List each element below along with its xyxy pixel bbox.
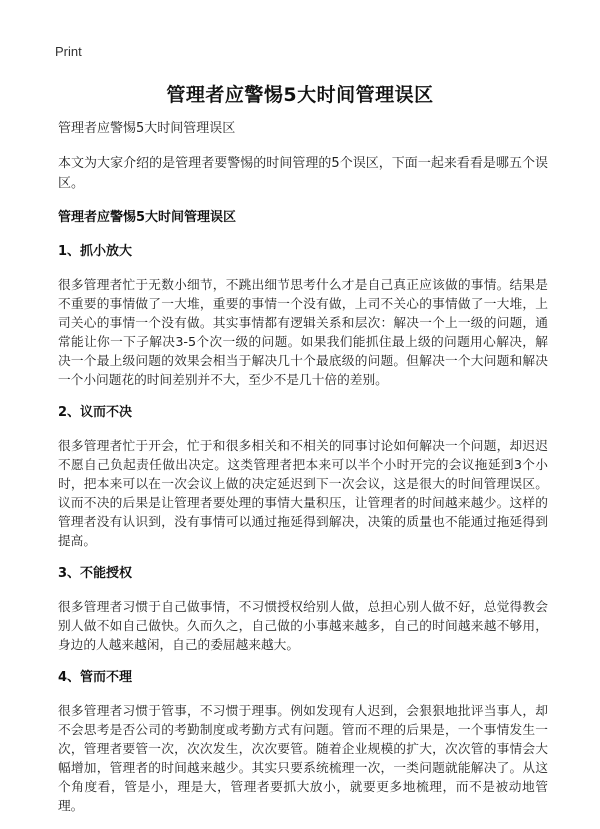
article-intro: 本文为大家介绍的是管理者要警惕的时间管理的5个误区，下面一起来看看是哪五个误区。 — [58, 156, 548, 191]
item-body: 很多管理者习惯于自己做事情，不习惯授权给别人做，总担心别人做不好，总觉得教会别人做不如自己做快。久而久之，自己做的小事越来越多，自己的时间越来越不够用，身边的人越来越闲，自己的委屈越来越大。 — [58, 599, 548, 652]
item-heading: 4、管而不理 — [58, 670, 133, 685]
print-link[interactable]: Print — [55, 44, 82, 59]
article-subtitle: 管理者应警惕5大时间管理误区 — [58, 121, 236, 136]
page-title: 管理者应警惕5大时间管理误区 — [166, 84, 434, 106]
item-body: 很多管理者习惯于管事，不习惯于理事。例如发现有人迟到，会狠狠地批评当事人，却不会思考是否公司的考勤制度或考勤方式有问题。管而不理的后果是，一个事情发生一次，管理者要管一次，次次发生，次次要管。随着企业规模的扩大，次次管的事情会大幅增加，管理者的时间越来越少。其实只要系统梳理一次，一类问题就能解决了。从这个角度看，管是小，理是大，管理者要抓大放小，就要更多地梳理，而不是被动地管理。 — [58, 703, 548, 813]
item-heading: 3、不能授权 — [58, 566, 133, 581]
misconception-item — [58, 242, 548, 389]
misconception-item — [58, 668, 548, 815]
misconception-item — [58, 403, 548, 550]
item-body: 很多管理者忙于无数小细节，不跳出细节思考什么才是自己真正应该做的事情。结果是不重要的事情做了一大堆，重要的事情一个没有做，上司不关心的事情做了一大堆，上司关心的事情一个没有做。其实事情都有逻辑关系和层次：解决一个上一级的问题，通常能让你一下子解决3-5个次一级的问题。如果我们能抓住最上级的问题用心解决，解决一个最上级问题的效果会相当于解决几十个最底级的问题。但解决一个大问题和解决一个小问题花的时间差别并不大，至少不是几十倍的差别。 — [58, 277, 548, 387]
item-heading: 2、议而不决 — [58, 405, 133, 420]
item-heading: 1、抓小放大 — [58, 244, 133, 259]
section-heading: 管理者应警惕5大时间管理误区 — [58, 210, 237, 225]
misconception-item — [58, 564, 548, 654]
item-body: 很多管理者忙于开会，忙于和很多相关和不相关的同事讨论如何解决一个问题，却迟迟不愿自己负起责任做出决定。这类管理者把本来可以半个小时开完的会议拖延到3个小时，把本来可以在一次会议上做的决定延迟到下一次会议，这是很大的时间管理误区。议而不决的后果是让管理者要处理的事情大量积压，让管理者的时间越来越少。这样的管理者没有认识到，没有事情可以通过拖延得到解决，决策的质量也不能通过拖延得到提高。 — [58, 438, 548, 548]
article-content — [58, 119, 548, 829]
